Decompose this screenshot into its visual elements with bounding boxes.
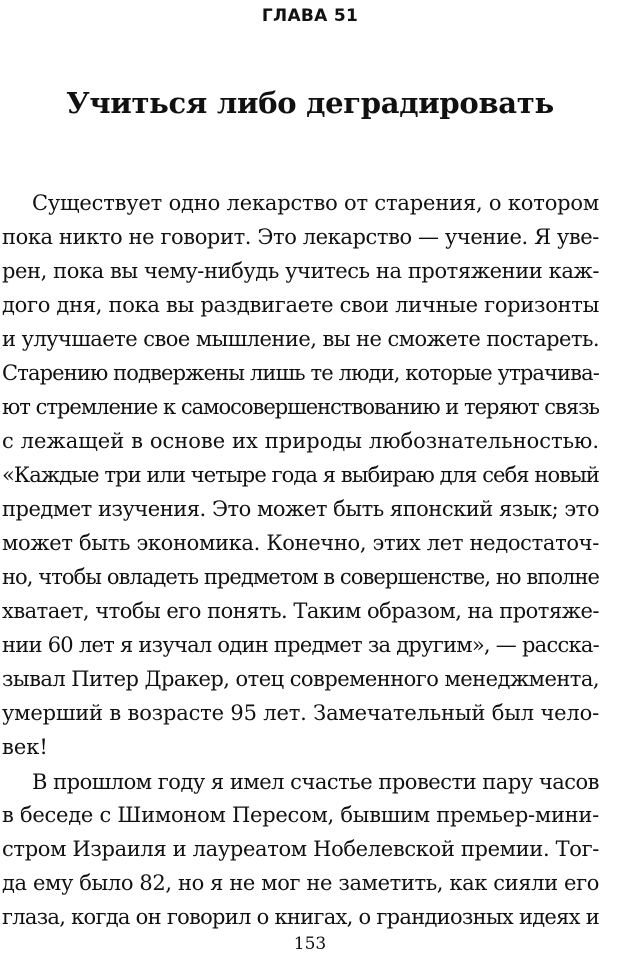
text-line: умерший в возрасте 95 лет. Замечательный был чело- [2,701,599,725]
text-line: зывал Питер Дракер, отец современного менеджмента, [2,667,599,691]
chapter-title: Учиться либо деградировать [66,86,554,120]
text-line: пока никто не говорит. Это лекарство — учение. Я уве- [2,225,599,249]
text-line: да ему было 82, но я не мог не заметить, как сияли его [2,871,599,895]
text-line: Старению подвержены лишь те люди, которые утрачива- [2,361,600,385]
text-line: Существует одно лекарство от старения, о котором [32,191,600,215]
chapter-label: ГЛАВА 51 [261,6,359,26]
text-line: В прошлом году я имел счастье провести пару часов [32,770,599,794]
text-line: век! [2,735,48,759]
text-line: с лежащей в основе их природы любознательностью. [2,429,599,453]
text-line: стром Израиля и лауреатом Нобелевской премии. Тог- [2,837,599,861]
text-line: хватает, чтобы его понять. Таким образом, на протяже- [2,599,599,623]
page-number: 153 [293,934,327,954]
text-line: «Каждые три или четыре года я выбираю для себя новый [2,463,600,487]
text-line: дого дня, пока вы раздвигаете свои личные горизонты [2,293,599,317]
text-line: но, чтобы овладеть предметом в совершенстве, но вполне [2,565,599,589]
text-line: может быть экономика. Конечно, этих лет недостаточ- [2,531,600,555]
text-line: предмет изучения. Это может быть японский язык; это [2,497,599,521]
text-line: в беседе с Шимоном Пересом, бывшим премьер-мини- [2,803,600,827]
text-line: нии 60 лет я изучал один предмет за другим», — расска- [2,633,600,657]
text-line: ют стремление к самосовершенствованию и теряют связь [2,395,599,419]
text-line: рен, пока вы чему-нибудь учитесь на протяжении каж- [2,259,600,283]
text-line: и улучшаете свое мышление, вы не сможете постареть. [2,327,599,351]
text-line: глаза, когда он говорил о книгах, о грандиозных идеях и [2,905,600,929]
